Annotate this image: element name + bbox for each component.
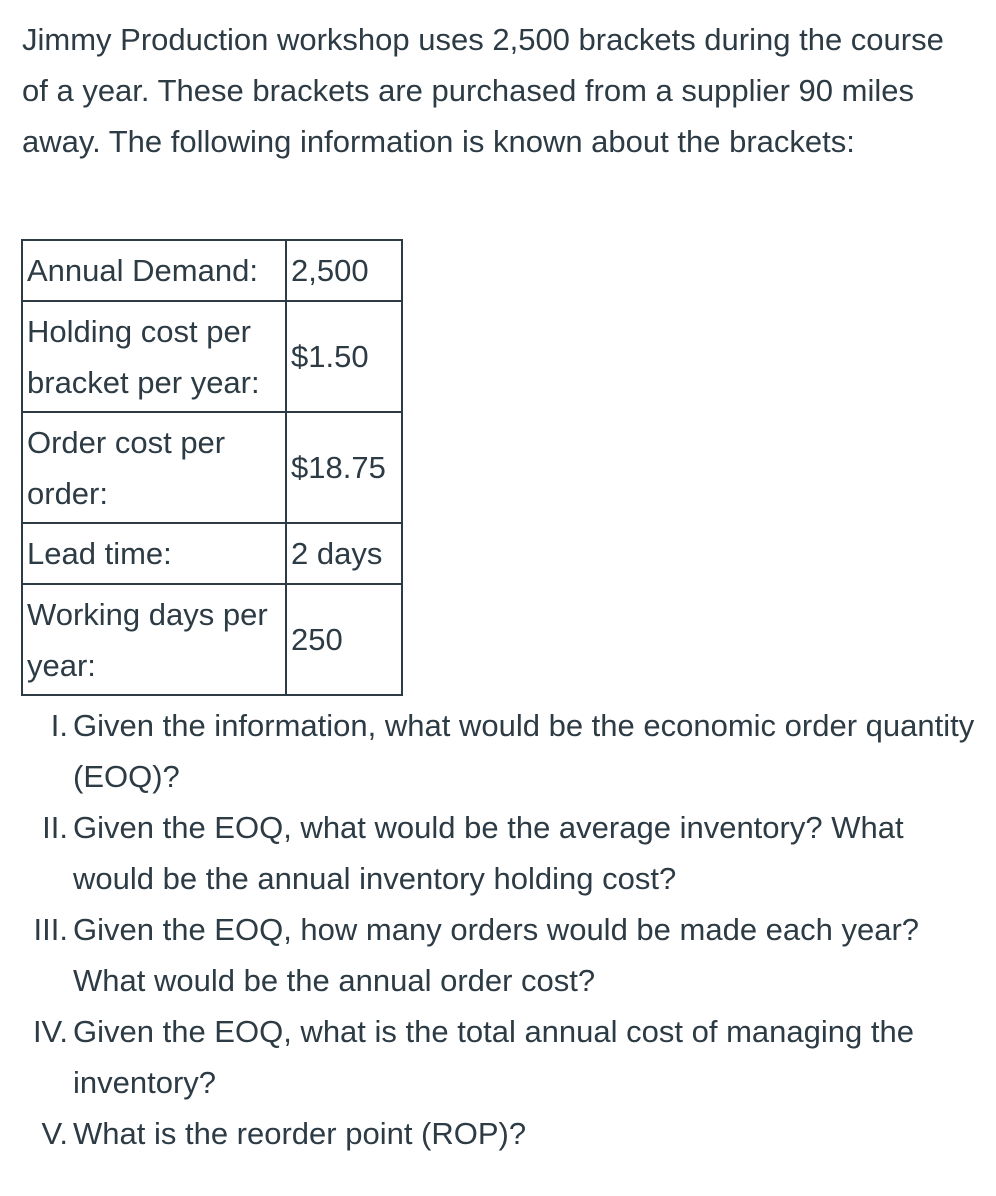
- table-row: [22, 523, 402, 584]
- question-number: V.: [41, 1116, 68, 1151]
- holding-cost-label: Holding cost per bracket per year:: [22, 301, 286, 412]
- table-row: [22, 240, 402, 301]
- question-text: Given the EOQ, what is the total annual cost of managing the inventory?: [73, 1014, 914, 1100]
- annual-demand-value: 2,500: [286, 240, 402, 301]
- question-number: I.: [50, 708, 68, 743]
- lead-time-label: Lead time:: [22, 523, 286, 584]
- list-item: [0, 1108, 996, 1159]
- question-text: Given the EOQ, how many orders would be made each year? What would be the annual order cost?: [73, 912, 920, 998]
- question-list: [0, 700, 996, 1159]
- list-item: [0, 1006, 996, 1108]
- table-row: [22, 412, 402, 523]
- question-number: IV.: [32, 1014, 68, 1049]
- order-cost-label: Order cost per order:: [22, 412, 286, 523]
- lead-time-value: 2 days: [286, 523, 402, 584]
- table-row: [22, 301, 402, 412]
- question-number: III.: [33, 912, 68, 947]
- working-days-value: 250: [286, 584, 402, 695]
- working-days-label: Working days per year:: [22, 584, 286, 695]
- order-cost-value: $18.75: [286, 412, 402, 523]
- intro-paragraph: Jimmy Production workshop uses 2,500 brackets during the course of a year. These brackets are purchased from a supplier 90 miles away. The following information is known about the brackets:: [22, 22, 944, 159]
- table-row: [22, 584, 402, 695]
- holding-cost-value: $1.50: [286, 301, 402, 412]
- question-text: What is the reorder point (ROP)?: [73, 1116, 527, 1151]
- question-number: II.: [42, 810, 68, 845]
- list-item: [0, 904, 996, 1006]
- annual-demand-label: Annual Demand:: [22, 240, 286, 301]
- list-item: [0, 700, 996, 802]
- list-item: [0, 802, 996, 904]
- question-text: Given the information, what would be the economic order quantity (EOQ)?: [73, 708, 975, 794]
- question-text: Given the EOQ, what would be the average inventory? What would be the annual inventory holding cost?: [73, 810, 904, 896]
- bracket-info-table: [21, 239, 403, 696]
